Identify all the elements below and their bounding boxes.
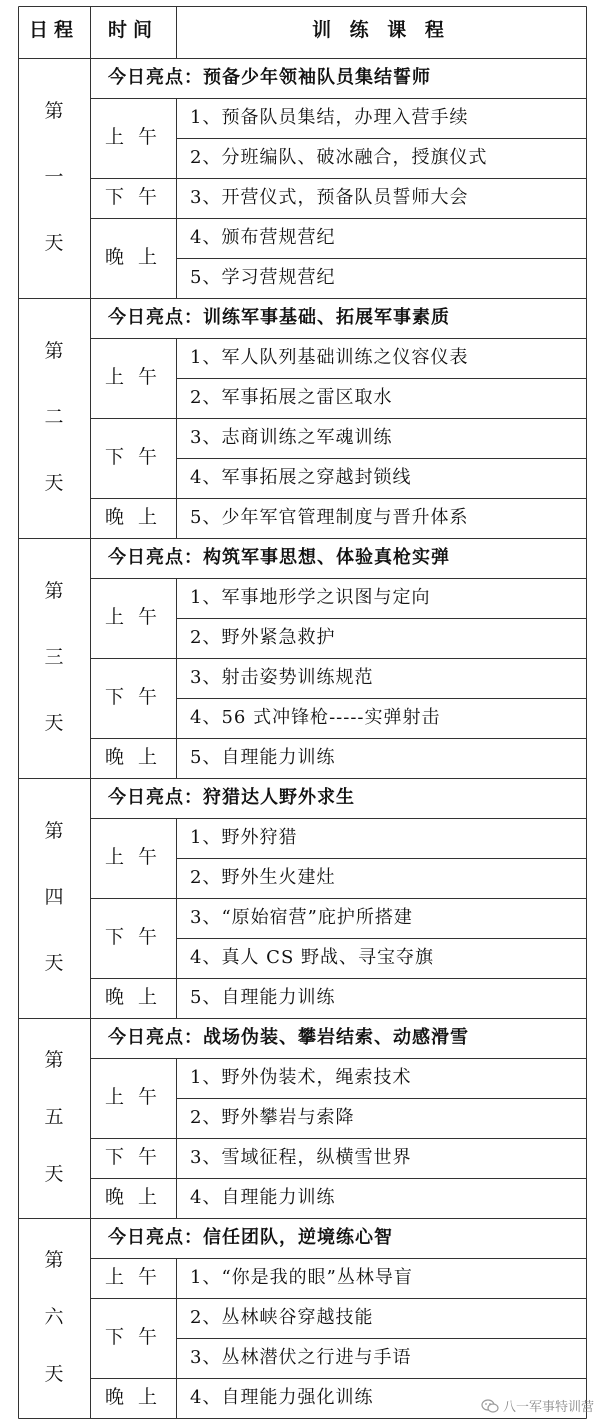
course-item: 2、野外紧急救护 (190, 627, 336, 648)
time-slot-label: 下 午 (104, 1146, 162, 1168)
course-item: 4、军事拓展之穿越封锁线 (190, 467, 412, 488)
course-item: 3、开营仪式，预备队员誓师大会 (190, 187, 469, 208)
course-item: 1、军人队列基础训练之仪容仪表 (190, 347, 469, 368)
time-slot-label: 下 午 (104, 186, 162, 208)
course-item: 3、志商训练之军魂训练 (190, 427, 393, 448)
day-label-char: 天 (44, 952, 64, 974)
day-highlight: 今日亮点：狩猎达人野外求生 (108, 787, 355, 808)
day-label-char: 天 (44, 1363, 64, 1385)
course-item: 3、射击姿势训练规范 (190, 667, 374, 688)
time-slot-label: 上 午 (104, 1266, 162, 1288)
day-label-char: 天 (44, 472, 64, 494)
course-item: 2、野外攀岩与索降 (190, 1107, 355, 1128)
day-label-char: 五 (44, 1106, 64, 1128)
course-item: 5、自理能力训练 (190, 747, 336, 768)
day-highlight: 今日亮点：信任团队，逆境练心智 (108, 1227, 393, 1248)
time-slot-label: 晚 上 (104, 746, 162, 768)
day-highlight: 今日亮点：构筑军事思想、体验真枪实弹 (108, 547, 450, 568)
time-slot-label: 上 午 (104, 606, 162, 628)
time-slot-label: 晚 上 (104, 986, 162, 1008)
time-slot-label: 下 午 (104, 446, 162, 468)
day-label-char: 天 (44, 1163, 64, 1185)
course-item: 2、丛林峡谷穿越技能 (190, 1307, 374, 1328)
time-slot-label: 晚 上 (104, 506, 162, 528)
day-highlight: 今日亮点：战场伪装、攀岩结索、动感滑雪 (108, 1027, 469, 1048)
day-label-char: 二 (44, 406, 64, 428)
course-item: 1、野外伪装术，绳索技术 (190, 1067, 412, 1088)
course-item: 1、军事地形学之识图与定向 (190, 587, 431, 608)
course-item: 2、分班编队、破冰融合，授旗仪式 (190, 147, 488, 168)
watermark-text: 八一军事特训营 (502, 1400, 594, 1415)
day-label-char: 第 (44, 1249, 64, 1271)
time-slot-label: 下 午 (104, 686, 162, 708)
day-highlight: 今日亮点：预备少年领袖队员集结誓师 (108, 67, 431, 88)
day-highlight: 今日亮点：训练军事基础、拓展军事素质 (108, 307, 450, 328)
course-item: 1、野外狩猎 (190, 827, 298, 848)
schedule-table (18, 6, 586, 1412)
header-day: 日程 (28, 19, 79, 41)
time-slot-label: 晚 上 (104, 246, 162, 268)
day-label-char: 第 (44, 340, 64, 362)
course-item: 3、丛林潜伏之行进与手语 (190, 1347, 412, 1368)
course-item: 4、自理能力训练 (190, 1187, 336, 1208)
course-item: 2、军事拓展之雷区取水 (190, 387, 393, 408)
day-label-char: 天 (44, 712, 64, 734)
day-label-char: 六 (44, 1306, 64, 1328)
course-item: 5、自理能力训练 (190, 987, 336, 1008)
day-label-char: 四 (44, 886, 64, 908)
time-slot-label: 晚 上 (104, 1186, 162, 1208)
wechat-icon (481, 1399, 499, 1413)
course-item: 1、预备队员集结，办理入营手续 (190, 107, 469, 128)
day-label-char: 第 (44, 580, 64, 602)
course-item: 5、少年军官管理制度与晋升体系 (190, 507, 469, 528)
time-slot-label: 上 午 (104, 366, 162, 388)
watermark (481, 1396, 594, 1415)
course-item: 1、“你是我的眼”丛林导盲 (190, 1267, 413, 1288)
time-slot-label: 下 午 (104, 926, 162, 948)
course-item: 4、56 式冲锋枪-----实弹射击 (190, 707, 441, 728)
course-item: 3、“原始宿营”庇护所搭建 (190, 907, 413, 928)
day-label-char: 第 (44, 100, 64, 122)
day-label-char: 天 (44, 232, 64, 254)
day-label-char: 一 (44, 166, 64, 188)
day-label-char: 三 (44, 646, 64, 668)
course-item: 4、自理能力强化训练 (190, 1387, 374, 1408)
course-item: 4、颁布营规营纪 (190, 227, 336, 248)
day-label-char: 第 (44, 1049, 64, 1071)
time-slot-label: 下 午 (104, 1326, 162, 1348)
header-time: 时间 (107, 19, 158, 41)
time-slot-label: 上 午 (104, 126, 162, 148)
time-slot-label: 上 午 (104, 1086, 162, 1108)
time-slot-label: 晚 上 (104, 1386, 162, 1408)
course-item: 5、学习营规营纪 (190, 267, 336, 288)
time-slot-label: 上 午 (104, 846, 162, 868)
course-item: 4、真人 CS 野战、寻宝夺旗 (190, 947, 434, 968)
day-label-char: 第 (44, 820, 64, 842)
header-course: 训 练 课 程 (312, 19, 450, 41)
course-item: 3、雪域征程，纵横雪世界 (190, 1147, 412, 1168)
course-item: 2、野外生火建灶 (190, 867, 336, 888)
